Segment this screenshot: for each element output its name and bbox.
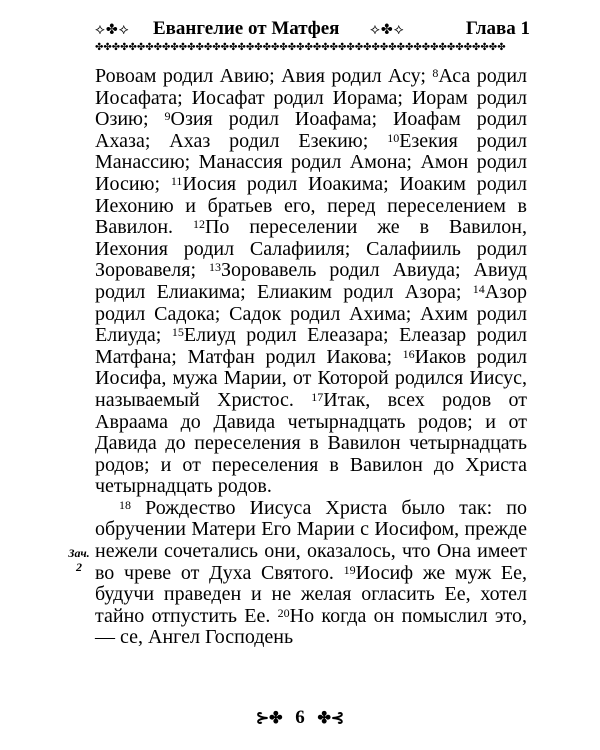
verse-text: Ровоам родил Авию; Авия родил Асу; (95, 65, 433, 87)
verse-number: 17 (311, 389, 324, 404)
verse-number: 11 (170, 173, 183, 188)
paragraph (95, 66, 527, 498)
verse-text: Езекия родил Манассию; Манассия родил Амона; Амон родил Иосию; (95, 129, 527, 195)
verse-text: Зоровавель родил Авиуда; Авиуд родил Елиакима; Елиаким родил Азора; (95, 259, 527, 303)
ornament-left-icon: ⟡✤⟡ (95, 22, 130, 38)
verse-text: Азор родил Садока; Садок родил Ахима; Ахим родил Елиуда; (95, 280, 527, 347)
verse-text: Но когда он помыслил это, — се, Ангел Господень (95, 604, 527, 649)
ornament-mid-icon: ⟡✤⟡ (370, 22, 405, 38)
paragraph (95, 498, 527, 649)
verse-text: Иаков родил Иосифа, мужа Марии, от Которой родился Иисус, называемый Христос. (95, 345, 527, 411)
side-note-number: 2 (76, 560, 82, 574)
verse-number: 19 (343, 562, 356, 577)
side-note-label: Зач. (68, 546, 90, 560)
verse-number: 9 (164, 109, 171, 124)
verse-number: 18 (119, 497, 131, 512)
verse-text: По переселении же в Вавилон, Иехония родил Салафииля; Салафииль родил Зоровавеля; (95, 216, 527, 282)
book-title: Евангелие от Матфея (153, 18, 340, 39)
verse-number: 8 (432, 66, 439, 80)
verse-text: Аса родил Иосафата; Иосафат родил Иорама; Иорам родил Озию; (95, 65, 527, 131)
running-header (95, 16, 530, 44)
page-footer (0, 706, 600, 729)
verse-number: 20 (277, 605, 290, 620)
footer-ornament-right-icon: ✤⊰ (317, 709, 345, 727)
ornamental-rule: ✤✤✤✤✤✤✤✤✤✤✤✤✤✤✤✤✤✤✤✤✤✤✤✤✤✤✤✤✤✤✤✤✤✤✤✤✤✤✤✤✤✤✤✤✤✤✤✤✤ (95, 42, 506, 53)
scripture-text (95, 66, 527, 649)
verse-text: Рождество Иисуса Христа было так: по обручении Матери Его Марии с Иосифом, прежде нежели сочетались они, оказалось, что Она имеет во чреве от Духа Святого. (95, 496, 527, 584)
verse-text: Елиуд родил Елеазара; Елеазар родил Матфана; Матфан родил Иакова; (95, 324, 528, 368)
verse-number: 14 (472, 281, 485, 296)
verse-number: 10 (387, 130, 400, 145)
verse-number: 12 (192, 217, 205, 232)
chapter-label: Глава 1 (465, 18, 530, 39)
verse-number: 16 (402, 346, 415, 361)
verse-number: 15 (171, 325, 184, 340)
verse-text: Иосия родил Иоакима; Иоаким родил Иехонию и братьев его, перед переселением в Вавилон. (95, 172, 527, 239)
side-note (62, 546, 96, 574)
verse-text: Иосиф же муж Ее, будучи праведен и не желая огласить Ее, хотел тайно отпустить Ее. (95, 561, 528, 627)
footer-ornament-left-icon: ⊱✤ (255, 709, 283, 727)
verse-number: 13 (208, 260, 221, 275)
verse-text: Итак, всех родов от Авраама до Давида четырнадцать родов; и от Давида до переселения в Вавилон четырнадцать родов; и от переселения в Вавилон до Христа четырнадцать родов. (95, 388, 527, 498)
page-number: 6 (295, 706, 305, 728)
verse-text: Озия родил Иоафама; Иоафам родил Ахаза; Ахаз родил Езекию; (95, 108, 528, 152)
